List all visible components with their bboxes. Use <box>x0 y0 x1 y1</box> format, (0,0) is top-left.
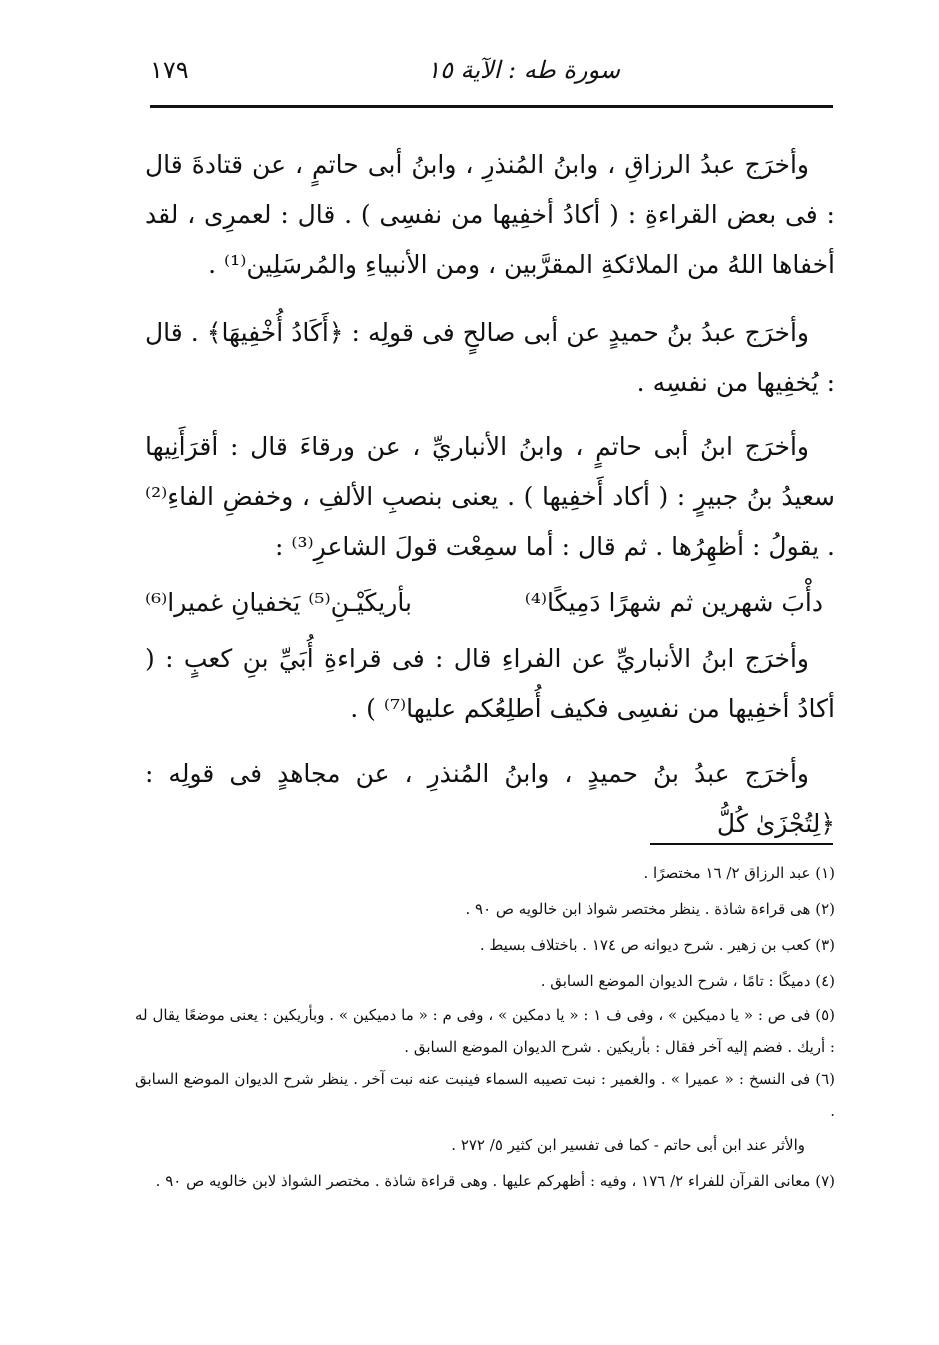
footnote: (٤) دميكًا : تامًا ، شرح الديوان الموضع السابق . <box>540 972 835 990</box>
footnote: (٦) فى النسخ : « عميرا » . والغمير : نبت تصيبه السماء فينبت عنه نبت آخر . ينظر شرح الديوان الموضع السابق . <box>135 1070 835 1120</box>
footnote-rule <box>650 843 833 845</box>
footnote: (٥) فى ص : « يا دميكين » ، وفى ف ١ : « يا دمكين » ، وفى م : « ما دميكين » . وبأريكين : يعنى موضعًا يقال له : أريك . فضم إليه آخر فقال : بأريكين . شرح الديوان الموضع السابق . <box>135 1006 835 1056</box>
footnote: (٣) كعب بن زهير . شرح ديوانه ص ١٧٤ . باختلاف بسيط . <box>479 936 835 954</box>
header-rule <box>150 105 833 108</box>
footnote: (٢) هى قراءة شاذة . ينظر مختصر شواذ ابن خالويه ص ٩٠ . <box>465 900 835 918</box>
paragraph: وأخرَج ابنُ أبى حاتمٍ ، وابنُ الأنباريِّ ، عن ورقاءَ قال : أقرَأَنِيها سعيدُ بنُ جبيرٍ : ( أكاد أَخفِيها ) . يعنى بنصبِ الألفِ ، وخفضِ الفاءِ⁽²⁾ . يقولُ : أظهِرُها . ثم قال : أما سمِعْت قولَ الشاعرِ⁽³⁾ : <box>145 432 835 561</box>
paragraph: وأخرَج عبدُ بنُ حميدٍ ، وابنُ المُنذرِ ، عن مجاهدٍ فى قولِه : ﴿لِتُجْزَىٰ كُلُّ <box>145 759 835 838</box>
paragraph: وأخرَج عبدُ الرزاقِ ، وابنُ المُنذرِ ، وابنُ أبى حاتمٍ ، عن قتادةَ قال : فى بعض القراءةِ : ( أكادُ أخفِيها من نفسِى ) . قال : لعمرِى ، لقد أخفاها اللهُ من الملائكةِ المقرَّبين ، ومن الأنبياءِ والمُرسَلِين⁽¹⁾ . <box>145 150 835 279</box>
running-title: سورة طه : الآية ١٥ <box>427 56 620 84</box>
page-number: ١٧٩ <box>150 56 189 84</box>
paragraph: وأخرَج ابنُ الأنباريِّ عن الفراءِ قال : فى قراءةِ أُبَيِّ بنِ كعبٍ : ( أكادُ أخفِيها من نفسِى فكيف أُطلِعُكم عليها⁽⁷⁾ ) . <box>145 644 835 723</box>
footnote: (٧) معانى القرآن للفراء ٢/ ١٧٦ ، وفيه : أظهركم عليها . وهى قراءة شاذة . مختصر الشواذ لابن خالويه ص ٩٠ . <box>155 1172 835 1190</box>
main-text <box>145 140 835 864</box>
running-header <box>150 56 830 96</box>
footnote: (١) عبد الرزاق ٢/ ١٦ مختصرًا . <box>643 864 835 882</box>
poetry-verse <box>145 578 835 628</box>
footnotes <box>135 855 835 1199</box>
verse-hemistich-second: بأريكَيْـنِ⁽⁵⁾ يَخفيانِ غميرا⁽⁶⁾ <box>145 588 412 617</box>
paragraph: وأخرَج عبدُ بنُ حميدٍ عن أبى صالحٍ فى قولِه : ﴿أَكَادُ أُخْفِيهَا﴾ . قال : يُخفِيها من نفسِه . <box>145 318 835 397</box>
verse-hemistich-first: دأْبَ شهرين ثم شهرًا دَمِيكًا⁽⁴⁾ <box>524 588 823 617</box>
footnote-continuation: والأثر عند ابن أبى حاتم - كما فى تفسير ابن كثير ٥/ ٢٧٢ . <box>451 1136 805 1154</box>
